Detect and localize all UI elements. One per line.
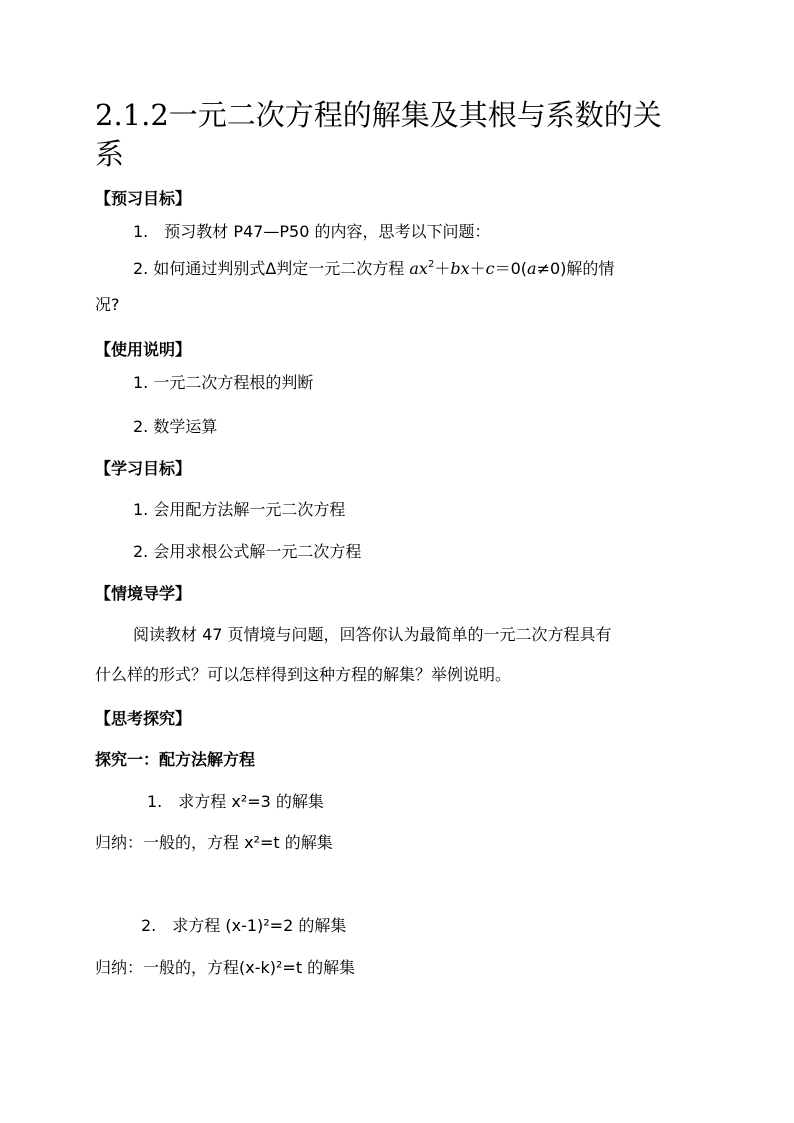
situation-line-1: 阅读教材 47 页情境与问题，回答你认为最简单的一元二次方程具有	[133, 625, 612, 644]
question-1: 1. 求方程 x²=3 的解集	[147, 792, 324, 811]
preview-item-1: 1. 预习教材 P47—P50 的内容，思考以下问题：	[133, 222, 491, 241]
preview-item-2-continued: 况?	[95, 295, 120, 314]
usage-item-1: 1. 一元二次方程根的判断	[133, 373, 314, 392]
goals-item-1: 1. 会用配方法解一元二次方程	[133, 500, 346, 519]
equation-bx: bx	[450, 259, 470, 278]
preview-heading: 【预习目标】	[95, 189, 192, 208]
usage-heading: 【使用说明】	[95, 340, 192, 359]
explore-heading: 【思考探究】	[95, 709, 192, 728]
situation-line-2: 什么样的形式？可以怎样得到这种方程的解集？举例说明。	[95, 665, 512, 684]
summary-1: 归纳：一般的，方程 x²=t 的解集	[95, 833, 333, 852]
equation-ax: ax	[409, 259, 428, 278]
preview-item-2-text: 2. 如何通过判别式Δ判定一元二次方程	[133, 259, 410, 278]
equation-condition: ≠0)解的情	[536, 259, 615, 278]
summary-2: 归纳：一般的，方程(x-k)²=t 的解集	[95, 958, 356, 977]
goals-item-2: 2. 会用求根公式解一元二次方程	[133, 542, 362, 561]
equation-c: c	[485, 259, 495, 278]
equation-plus: ＋	[469, 259, 486, 278]
question-2: 2. 求方程 (x-1)²=2 的解集	[141, 916, 347, 935]
equation-exponent: 2	[427, 259, 435, 270]
equation-equals: ＝0(	[494, 259, 528, 278]
preview-item-2	[133, 261, 614, 277]
page-title-continued: 系	[95, 137, 125, 171]
equation-plus: ＋	[434, 259, 451, 278]
goals-heading: 【学习目标】	[95, 459, 192, 478]
situation-heading: 【情境导学】	[95, 584, 192, 603]
page-title: 2.1.2一元二次方程的解集及其根与系数的关	[95, 98, 662, 132]
explore-subheading: 探究一：配方法解方程	[95, 750, 256, 769]
usage-item-2: 2. 数学运算	[133, 417, 218, 436]
equation-a: a	[527, 259, 537, 278]
